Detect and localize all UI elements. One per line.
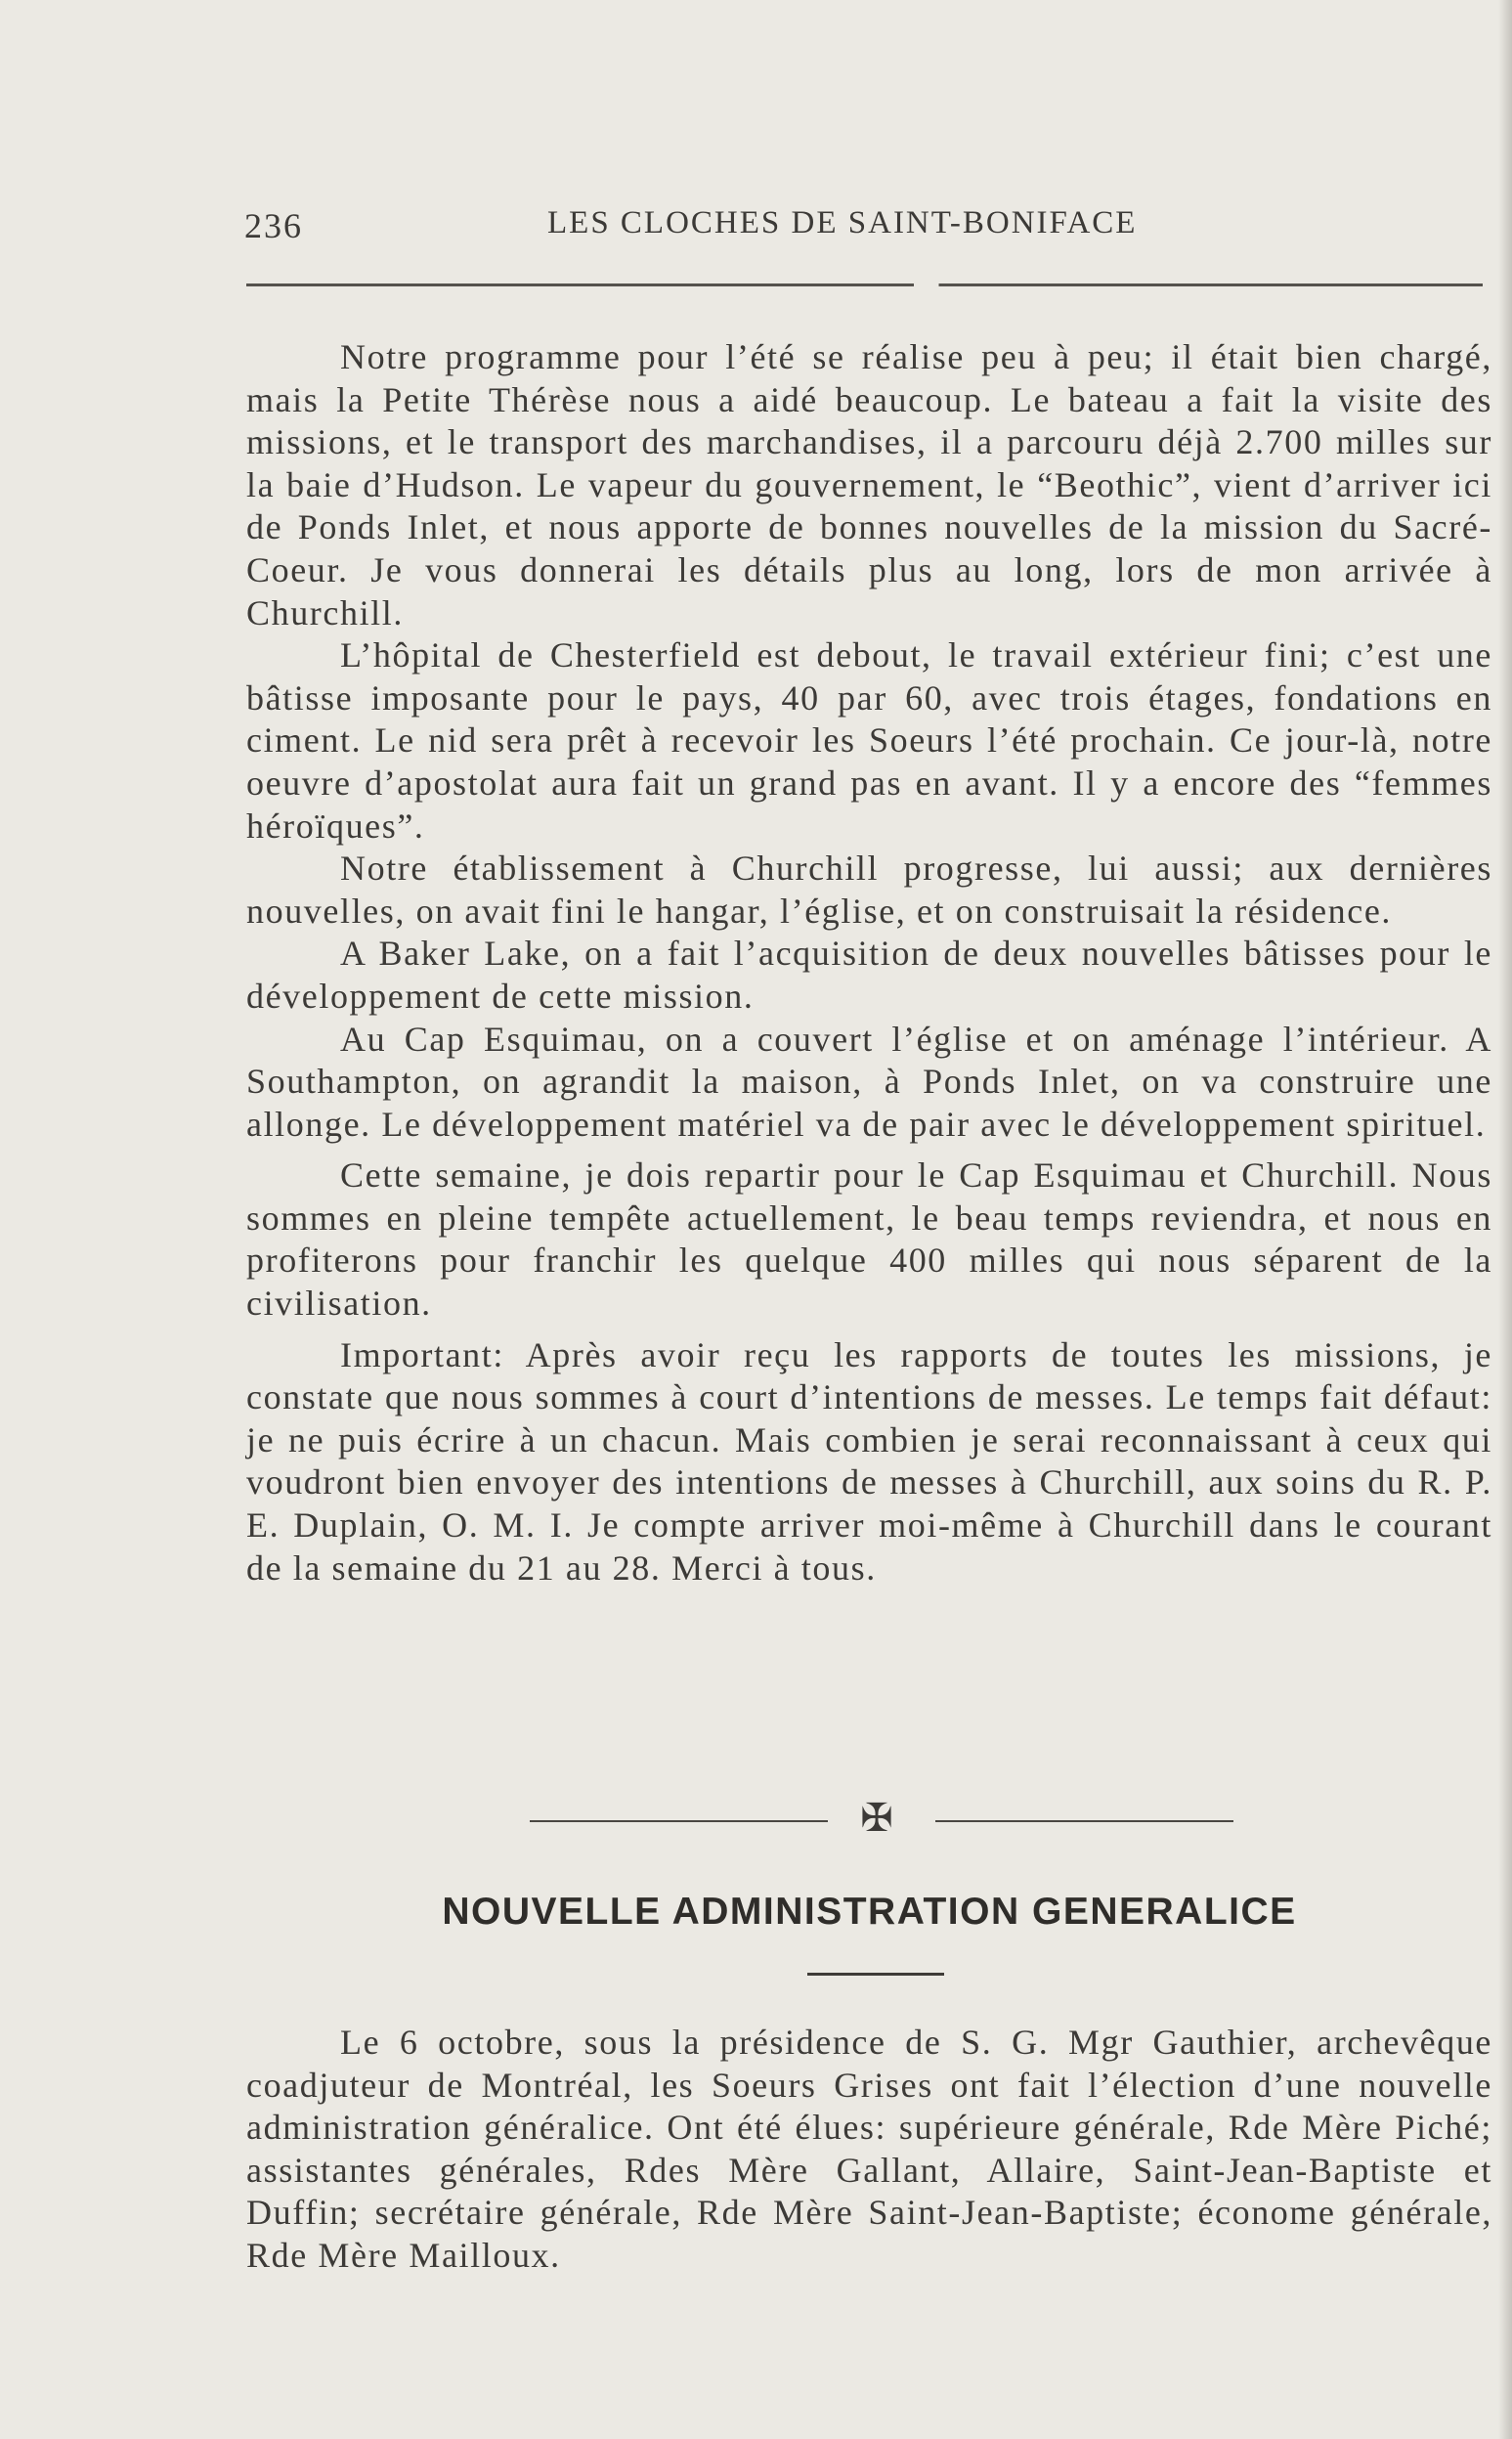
section-body <box>246 2022 1492 2278</box>
letter-paragraph: Important: Après avoir reçu les rapports de toutes les missions, je constate que nous sommes à court d’intentions de messes. Le temps fait défaut: je ne puis écrire à un chacun. Mais combien je serai reconnaissant à ceux qui voudront bien envoyer des intentions de messes à Churchill, aux soins du R. P. E. Duplain, O. M. I. Je compte arriver moi-même à Churchill dans le courant de la semaine du 21 au 28. Merci à tous. <box>246 1334 1492 1588</box>
page-edge-shadow <box>1498 0 1512 2439</box>
divider-line-right <box>935 1820 1233 1822</box>
page-number: 236 <box>244 206 303 245</box>
section-heading: NOUVELLE ADMINISTRATION GENERALICE <box>442 1891 1297 1933</box>
journal-title: LES CLOCHES DE SAINT-BONIFACE <box>547 205 1138 240</box>
section-divider <box>530 1796 1233 1840</box>
letter-paragraph: L’hôpital de Chesterfield est debout, le travail extérieur fini; c’est une bâtisse imposante pour le pays, 40 par 60, avec trois étages, fondations en ciment. Le nid sera prêt à recevoir les Soeurs l’été prochain. Ce jour-là, notre oeuvre d’apostolat aura fait un grand pas en avant. Il y a encore des “femmes héroïques”. <box>246 635 1492 846</box>
letter-paragraph: Notre établissement à Churchill progresse, lui aussi; aux dernières nouvelles, on avait fini le hangar, l’église, et on construisait la résidence. <box>246 849 1492 931</box>
letter-paragraph: A Baker Lake, on a fait l’acquisition de deux nouvelles bâtisses pour le développement de cette mission. <box>246 934 1492 1016</box>
section-paragraph: Le 6 octobre, sous la présidence de S. G. Mgr Gauthier, archevêque coadjuteur de Montréal, les Soeurs Grises ont fait l’élection d’une nouvelle administration généralice. Ont été élues: supérieure générale, Rde Mère Piché; assistantes générales, Rdes Mère Gallant, Allaire, Saint-Jean-Baptiste et Duffin; secrétaire générale, Rde Mère Saint-Jean-Baptiste; économe générale, Rde Mère Mailloux. <box>246 2023 1492 2275</box>
header-rule <box>246 283 1483 286</box>
letter-paragraph: Au Cap Esquimau, on a couvert l’église et on aménage l’intérieur. A Southampton, on agrandit la maison, à Ponds Inlet, on va construire une allonge. Le développement matériel va de pair avec le développement spirituel. <box>246 1019 1492 1144</box>
letter-paragraph: Cette semaine, je dois repartir pour le Cap Esquimau et Churchill. Nous sommes en pleine tempête actuellement, le beau temps reviendra, et nous en profiterons pour franchir les quelque 400 milles qui nous séparent de la civilisation. <box>246 1155 1492 1324</box>
cross-ornament-icon: ✠ <box>860 1796 893 1840</box>
heading-underline <box>807 1973 944 1976</box>
letter-paragraph: Notre programme pour l’été se réalise peu à peu; il était bien chargé, mais la Petite Thérèse nous a aidé beaucoup. Le bateau a fait la visite des missions, et le transport des marchandises, il a parcouru déjà 2.700 milles sur la baie d’Hudson. Le vapeur du gouvernement, le “Beothic”, vient d’arriver ici de Ponds Inlet, et nous apporte de bonnes nouvelles de la mission du Sacré-Coeur. Je vous donnerai les détails plus au long, lors de mon arrivée à Churchill. <box>246 337 1492 632</box>
running-head <box>244 205 1495 254</box>
divider-line-left <box>530 1820 828 1822</box>
letter-body <box>246 336 1492 1590</box>
